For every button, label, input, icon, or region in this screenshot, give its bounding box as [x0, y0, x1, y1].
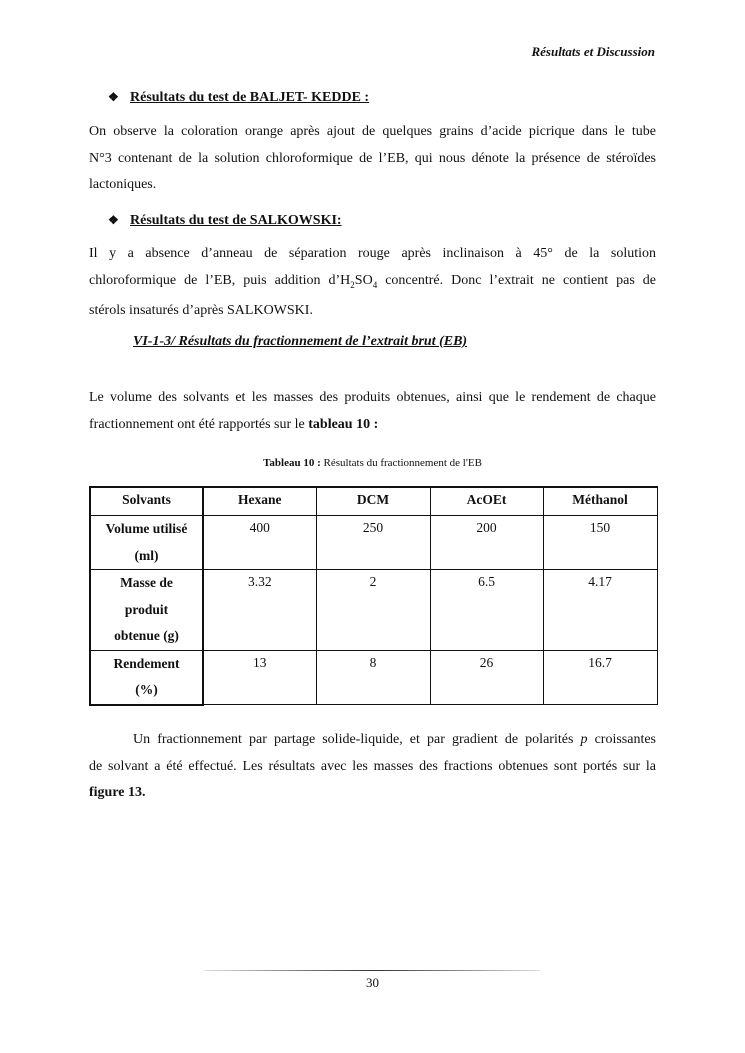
- row-label-rendement: [90, 650, 203, 705]
- table-caption-label: Tableau 10 :: [263, 457, 321, 469]
- table-row: [90, 650, 657, 705]
- salkowski-line-1: Il y a absence d’anneau de séparation rouge après inclinaison à 45° de la solution: [89, 246, 656, 261]
- diamond-bullet-icon: ❖: [108, 213, 119, 227]
- table-cell: 250: [316, 516, 430, 570]
- results-table: [89, 486, 658, 706]
- row-label-line: (%): [135, 682, 158, 697]
- table-cell: 3.32: [203, 570, 316, 651]
- intro-paragraph: [89, 385, 656, 438]
- table-cell: 16.7: [543, 650, 657, 705]
- salkowski-line-2-mid: SO: [354, 272, 373, 288]
- row-label-masse: [90, 570, 203, 651]
- table-header-row: [90, 487, 657, 516]
- diamond-bullet-icon: ❖: [108, 90, 119, 104]
- section-heading: VI-1-3/ Résultats du fractionnement de l’extrait brut (EB): [133, 334, 468, 349]
- intro-line-2-pre: fractionnement ont été rapportés sur le: [89, 416, 309, 432]
- salkowski-heading: [108, 213, 342, 229]
- salkowski-heading-text: Résultats du test de SALKOWSKI:: [130, 213, 342, 228]
- header-hexane: Hexane: [203, 487, 316, 516]
- table-caption-text: Résultats du fractionnement de l'EB: [320, 457, 482, 469]
- table-reference: tableau 10 :: [308, 416, 379, 432]
- polarity-symbol: p: [580, 732, 588, 747]
- salkowski-line-2: [89, 268, 656, 298]
- row-label-line: Masse de: [120, 575, 173, 590]
- row-label-line: Rendement: [113, 655, 180, 671]
- header-methanol: Méthanol: [543, 487, 657, 516]
- row-label-line: Volume utilisé: [105, 521, 188, 536]
- table-cell: 8: [316, 650, 430, 705]
- baljet-line-2: N°3 contenant de la solution chloroformique de l’EB, qui nous dénote la présence de stéroïdes: [89, 150, 656, 166]
- table-cell: 150: [543, 516, 657, 570]
- header-acoet: AcOEt: [430, 487, 543, 516]
- table-row: [90, 570, 657, 651]
- table-cell: 4.17: [543, 570, 657, 651]
- salkowski-line-2-post: concentré. Donc l’extrait ne contient pas de: [377, 272, 657, 288]
- intro-line-2: [89, 412, 656, 439]
- subscript-4: 4: [372, 279, 378, 290]
- page-header: Résultats et Discussion: [531, 44, 655, 59]
- salkowski-line-3: stérols insaturés d’après SALKOWSKI.: [89, 302, 313, 318]
- conclusion-line-3: [89, 780, 656, 807]
- table-cell: 6.5: [430, 570, 543, 651]
- footer-rule: [205, 970, 540, 971]
- table-cell: 26: [430, 650, 543, 705]
- baljet-heading-text: Résultats du test de BALJET- KEDDE :: [130, 90, 370, 105]
- table-cell: 400: [203, 516, 316, 570]
- row-label-line: produit: [124, 601, 169, 617]
- conclusion-line-1: [89, 727, 656, 754]
- row-label-volume: [90, 516, 203, 570]
- page-number: 30: [366, 975, 379, 990]
- conclusion-line-2: de solvant a été effectué. Les résultats avec les masses des fractions obtenues sont portés sur la: [89, 758, 656, 774]
- conclusion-line-1-pre: Un fractionnement par partage solide-liquide, et par gradient de polarités: [133, 732, 581, 747]
- intro-line-1: Le volume des solvants et les masses des produits obtenues, ainsi que le rendement de chaque: [89, 390, 656, 405]
- header-dcm: DCM: [316, 487, 430, 516]
- row-label-line: obtenue (g): [114, 628, 179, 643]
- table-cell: 2: [316, 570, 430, 651]
- table-cell: 13: [203, 650, 316, 705]
- baljet-line-3: lactoniques.: [89, 177, 157, 192]
- header-solvants: Solvants: [90, 487, 203, 516]
- baljet-paragraph: [89, 119, 656, 199]
- salkowski-line-2-pre: chloroformique de l’EB, puis addition d’H: [89, 272, 351, 288]
- salkowski-paragraph: [89, 241, 656, 324]
- table-caption: [0, 457, 745, 469]
- table-row: [90, 516, 657, 570]
- table-cell: 200: [430, 516, 543, 570]
- conclusion-paragraph: [89, 727, 656, 807]
- row-label-line: (ml): [134, 547, 159, 563]
- figure-reference: figure 13.: [89, 785, 146, 800]
- conclusion-line-1-post: croissantes: [587, 732, 656, 747]
- baljet-heading: [108, 90, 369, 106]
- subscript-2: 2: [350, 279, 355, 290]
- baljet-line-1: On observe la coloration orange après ajout de quelques grains d’acide picrique dans le tube: [89, 124, 656, 139]
